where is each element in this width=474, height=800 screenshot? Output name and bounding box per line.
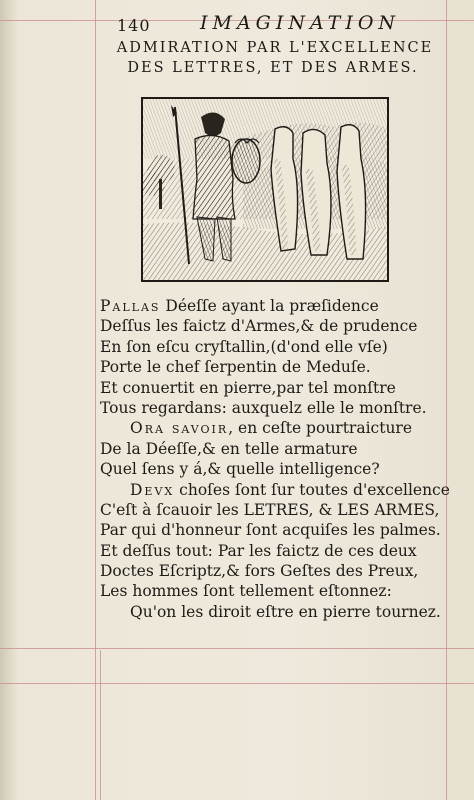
- verse-line: [100, 418, 450, 438]
- verse-line: [100, 296, 450, 316]
- verse-line-text: C'eſt à ſcauoir les LETRES, & LES ARMES,: [100, 500, 440, 519]
- verse-line: [100, 581, 450, 601]
- verse-line: [100, 561, 450, 581]
- page-number: 140: [117, 16, 151, 35]
- verse-line-lead: Devx: [130, 480, 175, 499]
- emblem-verse: [100, 296, 450, 622]
- verse-line-text: Quel ſens y á,& quelle intelligence?: [100, 460, 380, 479]
- verse-line-text: Tous regardans: auxquelz elle le monſtre.: [100, 398, 427, 417]
- verse-line-text: Les hommes ſont tellement eſtonnez:: [100, 582, 392, 601]
- verse-line-text: Par qui d'honneur ſont acquiſes les palmes.: [100, 521, 441, 540]
- verse-line-text: Et deſſus tout: Par les faictz de ces deux: [100, 541, 417, 560]
- verse-line: [100, 500, 450, 520]
- rule-mid: [0, 648, 474, 649]
- verse-line: [100, 480, 450, 500]
- verse-line-text: De la Déeſſe,& en telle armature: [100, 439, 358, 458]
- verse-line-text: Déeſſe ayant la præſidence: [160, 297, 379, 315]
- verse-line-text: Deſſus les faictz d'Armes,& de prudence: [100, 317, 418, 336]
- verse-line-text: Porte le chef ſerpentin de Meduſe.: [100, 358, 371, 377]
- running-title: IMAGINATION: [200, 12, 401, 34]
- verse-line: [100, 520, 450, 540]
- woodcut-illustration: [141, 97, 389, 282]
- verse-line-text: choſes ſont ſur toutes d'excellence: [174, 480, 450, 499]
- emblem-motto-line-2: DES LETTRES, ET DES ARMES.: [127, 60, 419, 76]
- verse-line-text: , en ceſte pourtraicture: [228, 419, 413, 438]
- verse-line-lead: Pallas: [100, 297, 161, 315]
- verse-line: [100, 602, 450, 622]
- rule-lower: [0, 683, 474, 684]
- verse-line-text: Qu'on les diroit eſtre en pierre tournez.: [130, 602, 441, 621]
- emblem-motto-line-1: ADMIRATION PAR L'EXCELLENCE: [116, 40, 434, 56]
- verse-line: [100, 459, 450, 479]
- verse-line: [100, 398, 450, 418]
- verse-line-text: En ſon eſcu cryſtallin,(d'ond elle vſe): [100, 337, 388, 356]
- woodcut-engraving-image: [143, 99, 387, 280]
- rule-left: [95, 0, 96, 800]
- verse-line-text: Et conuertit en pierre,par tel monſtre: [100, 378, 396, 397]
- verse-line: [100, 378, 450, 398]
- verse-line: [100, 439, 450, 459]
- rule-left-2: [100, 650, 101, 800]
- verse-line: [100, 541, 450, 561]
- verse-line-lead: Ora savoir: [130, 419, 229, 438]
- verse-line-text: Doctes Eſcriptz,& fors Geſtes des Preux,: [100, 562, 419, 581]
- verse-line: [100, 316, 450, 336]
- verse-line: [100, 337, 450, 357]
- verse-line: [100, 357, 450, 377]
